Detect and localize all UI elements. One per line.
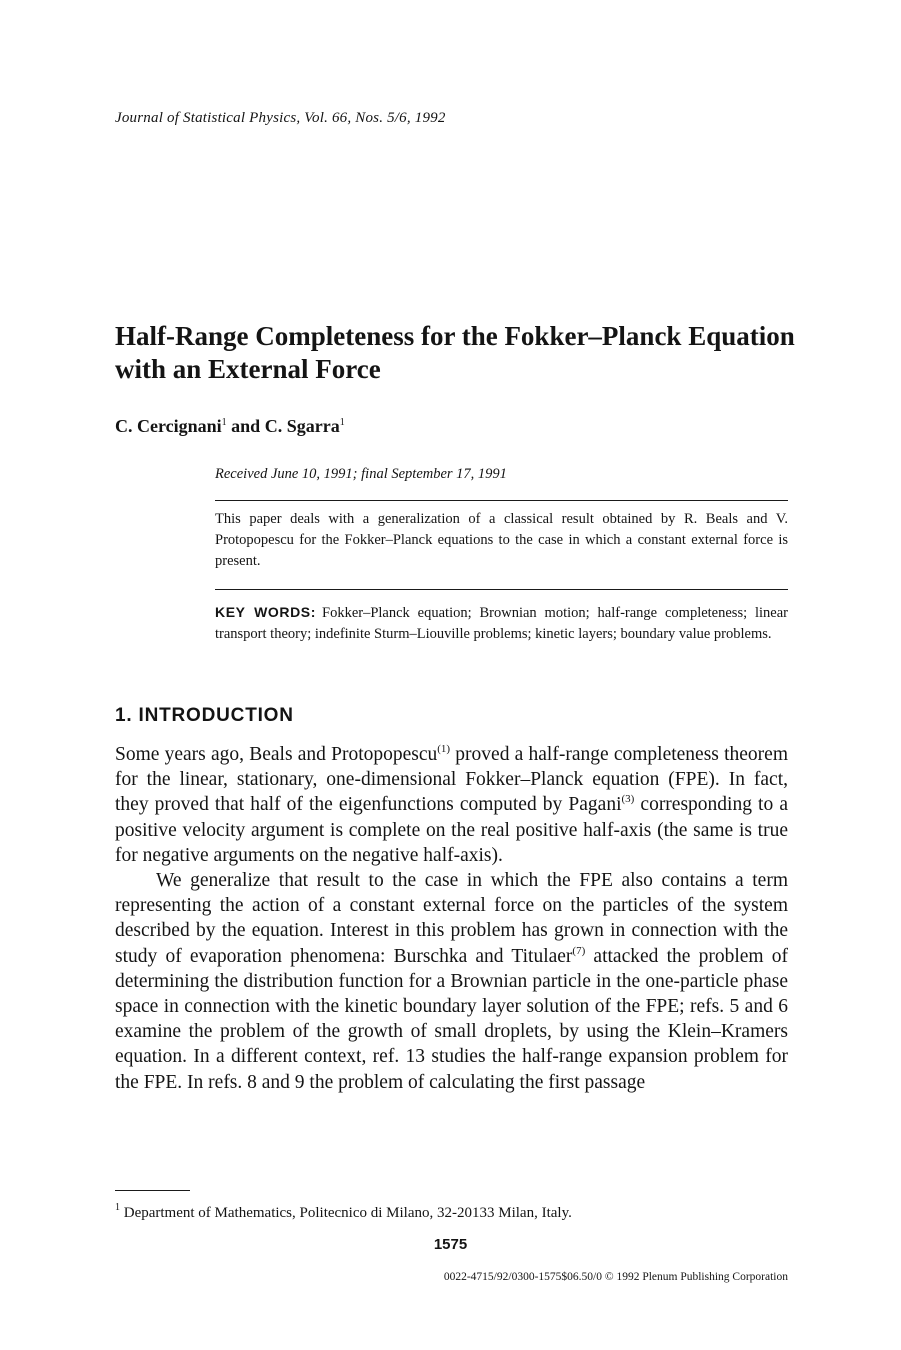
footnote-rule [115,1190,190,1191]
citation-ref: (1) [437,743,451,755]
author-name: C. Sgarra [264,416,340,436]
citation-ref: (3) [621,793,635,806]
key-words-text: Fokker–Planck equation; Brownian motion; half-range completeness; linear transport theory; indefinite Sturm–Liouville problems; kinetic layers; boundary value problems. [215,605,788,642]
paragraph [115,742,788,868]
footnote [115,1202,572,1222]
author-connector: and [231,416,261,436]
author-name: C. Cercignani [115,416,222,436]
received-dates: Received June 10, 1991; final September 17, 1991 [215,466,507,482]
paper-title: Half-Range Completeness for the Fokker–Planck Equation with an External Force [115,321,795,384]
abstract: This paper deals with a generalization of a classical result obtained by R. Beals and V. Protopopescu for the Fokker–Planck equations to the case in which a constant external force is present. [215,511,788,569]
affiliation-mark: 1 [221,417,227,428]
section-heading: 1. INTRODUCTION [115,705,294,726]
affiliation-mark: 1 [339,417,345,428]
body-text [115,742,788,1095]
text-run: corresponding to a positive velocity argument is complete on the real positive half-axis (the same is true for negative arguments on the negative half-axis). [115,794,788,866]
author-line [115,416,345,437]
text-run: proved a half-range completeness theorem for the linear, stationary, one-dimensional Fokker–Planck equation (FPE). In fact, they proved that half of the eigenfunctions computed by Pagani [115,744,788,816]
journal-citation: Journal of Statistical Physics, Vol. 66, Nos. 5/6, 1992 [115,110,446,126]
citation-ref: (7) [572,944,586,957]
text-run: Some years ago, Beals and Protopopescu [115,744,438,765]
copyright-line: 0022-4715/92/0300-1575$06.50/0 © 1992 Plenum Publishing Corporation [443,1271,788,1283]
text-run: We generalize that result to the case in which the FPE also contains a term representing the action of a constant external force on the particles of the system described by the equation. Interest in this problem has grown in connection with the study of evaporation phenomena: Burschka and Titulaer [115,870,788,967]
text-run: attacked the problem of determining the distribution function for a Brownian particle in the one-particle phase space in connection with the kinetic boundary layer solution of the FPE; refs. 5 and 6 examine the problem of the growth of small droplets, by using the Klein–Kramers equation. In a different context, ref. 13 studies the half-range expansion problem for the FPE. In refs. 8 and 9 the problem of calculating the first passage [115,945,788,1093]
footnote-text: Department of Mathematics, Politecnico di Milano, 32-20133 Milan, Italy. [123,1205,572,1221]
footnote-mark: 1 [115,1202,120,1213]
page-number: 1575 [433,1236,468,1253]
abstract-top-rule [215,500,788,501]
paragraph [115,868,788,1095]
key-words-label: KEY WORDS: [215,604,316,620]
key-words [215,602,788,645]
abstract-bottom-rule [215,589,788,590]
